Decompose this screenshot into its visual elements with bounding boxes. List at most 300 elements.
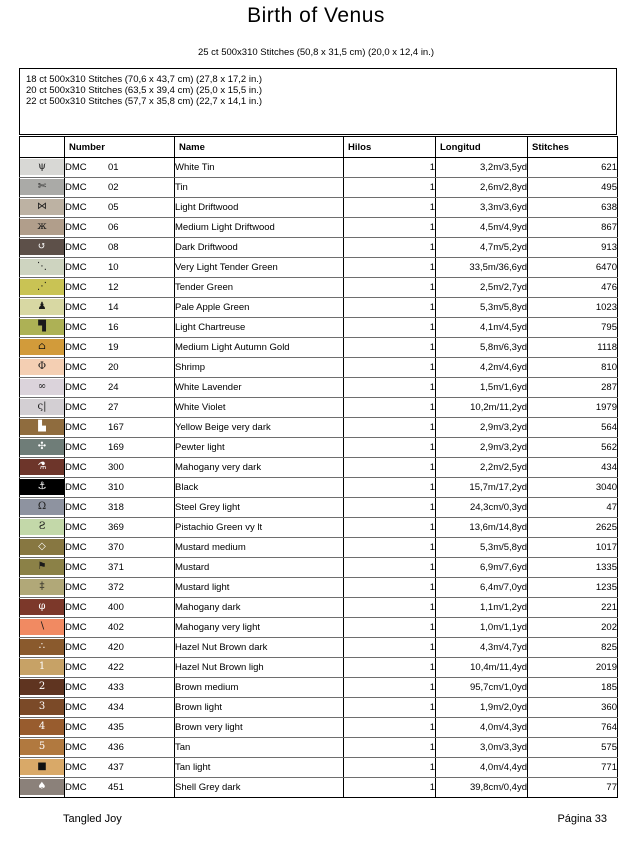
floss-number: 436: [108, 742, 124, 753]
strands-value: 1: [344, 638, 436, 658]
stitch-count: 1335: [528, 558, 618, 578]
stitch-count: 810: [528, 358, 618, 378]
strands-value: 1: [344, 178, 436, 198]
color-swatch: [20, 319, 64, 335]
stitch-count: 1979: [528, 398, 618, 418]
color-swatch: [20, 219, 64, 235]
brand-code: DMC: [65, 442, 87, 453]
table-row: [20, 478, 618, 498]
strands-value: 1: [344, 618, 436, 638]
table-row: [20, 418, 618, 438]
color-name: Tan light: [175, 758, 344, 778]
length-value: 2,5m/2,7yd: [436, 278, 528, 298]
number-cell: [65, 178, 175, 198]
color-name: Mahogany very light: [175, 618, 344, 638]
color-name: Shell Grey dark: [175, 778, 344, 798]
stitch-count: 771: [528, 758, 618, 778]
number-cell: [65, 658, 175, 678]
length-value: 39,8cm/0,4yd: [436, 778, 528, 798]
stitch-symbol-icon: ♠: [37, 781, 47, 792]
length-value: 5,3m/5,8yd: [436, 298, 528, 318]
symbol-cell: [20, 318, 65, 338]
color-swatch: [20, 519, 64, 535]
brand-code: DMC: [65, 362, 87, 373]
stitch-symbol-icon: ∴: [38, 641, 46, 652]
stitch-symbol-icon: ✄: [37, 181, 47, 192]
color-name: Steel Grey light: [175, 498, 344, 518]
stitch-count: 2625: [528, 518, 618, 538]
table-row: [20, 598, 618, 618]
strands-value: 1: [344, 458, 436, 478]
strands-value: 1: [344, 438, 436, 458]
brand-code: DMC: [65, 482, 87, 493]
color-name: Pistachio Green vy lt: [175, 518, 344, 538]
stitch-count: 1017: [528, 538, 618, 558]
stitch-count: 825: [528, 638, 618, 658]
color-swatch: [20, 479, 64, 495]
number-cell: [65, 378, 175, 398]
table-row: [20, 398, 618, 418]
length-value: 4,3m/4,7yd: [436, 638, 528, 658]
symbol-cell: [20, 338, 65, 358]
stitch-count: 621: [528, 158, 618, 178]
strands-value: 1: [344, 718, 436, 738]
number-cell: [65, 318, 175, 338]
number-cell: [65, 538, 175, 558]
stitch-count: 476: [528, 278, 618, 298]
stitch-count: 185: [528, 678, 618, 698]
stitch-symbol-icon: ▙: [38, 421, 46, 432]
stitch-count: 575: [528, 738, 618, 758]
symbol-cell: [20, 258, 65, 278]
size-options-box: [19, 68, 617, 135]
column-header-name: Name: [175, 137, 344, 158]
table-row: [20, 218, 618, 238]
length-value: 5,8m/6,3yd: [436, 338, 528, 358]
floss-number: 167: [108, 422, 124, 433]
strands-value: 1: [344, 338, 436, 358]
length-value: 15,7m/17,2yd: [436, 478, 528, 498]
floss-number: 16: [108, 322, 119, 333]
color-swatch: [20, 779, 64, 795]
table-row: [20, 658, 618, 678]
stitch-symbol-icon: ‡: [39, 581, 45, 592]
color-name: Mahogany dark: [175, 598, 344, 618]
fabric-size-subtitle: 25 ct 500x310 Stitches (50,8 x 31,5 cm) (20,0 x 12,4 in.): [197, 47, 435, 58]
number-cell: [65, 358, 175, 378]
length-value: 6,4m/7,0yd: [436, 578, 528, 598]
table-row: [20, 758, 618, 778]
stitch-symbol-icon: 1: [38, 661, 46, 672]
length-value: 4,7m/5,2yd: [436, 238, 528, 258]
color-swatch: [20, 359, 64, 375]
color-swatch: [20, 699, 64, 715]
floss-number: 20: [108, 362, 119, 373]
color-swatch: [20, 279, 64, 295]
brand-code: DMC: [65, 522, 87, 533]
symbol-cell: [20, 518, 65, 538]
length-value: 4,2m/4,6yd: [436, 358, 528, 378]
color-swatch: [20, 579, 64, 595]
stitch-symbol-icon: ◇: [38, 541, 46, 552]
number-cell: [65, 618, 175, 638]
table-row: [20, 238, 618, 258]
color-swatch: [20, 379, 64, 395]
strands-value: 1: [344, 158, 436, 178]
stitch-symbol-icon: 4: [38, 721, 46, 732]
stitch-symbol-icon: 3: [38, 701, 46, 712]
stitch-count: 764: [528, 718, 618, 738]
floss-number: 370: [108, 542, 124, 553]
strands-value: 1: [344, 538, 436, 558]
symbol-cell: [20, 698, 65, 718]
length-value: 1,9m/2,0yd: [436, 698, 528, 718]
floss-number: 433: [108, 682, 124, 693]
brand-code: DMC: [65, 322, 87, 333]
length-value: 95,7cm/1,0yd: [436, 678, 528, 698]
symbol-cell: [20, 458, 65, 478]
column-header-number: Number: [65, 137, 175, 158]
floss-number: 12: [108, 282, 119, 293]
color-name: Tan: [175, 738, 344, 758]
color-name: Black: [175, 478, 344, 498]
brand-code: DMC: [65, 342, 87, 353]
number-cell: [65, 758, 175, 778]
brand-code: DMC: [65, 722, 87, 733]
color-swatch: [20, 659, 64, 675]
strands-value: 1: [344, 598, 436, 618]
color-swatch: [20, 599, 64, 615]
brand-code: DMC: [65, 242, 87, 253]
brand-code: DMC: [65, 642, 87, 653]
color-name: Light Chartreuse: [175, 318, 344, 338]
number-cell: [65, 458, 175, 478]
length-value: 24,3cm/0,3yd: [436, 498, 528, 518]
symbol-cell: [20, 398, 65, 418]
length-value: 4,0m/4,4yd: [436, 758, 528, 778]
stitch-count: 867: [528, 218, 618, 238]
number-cell: [65, 718, 175, 738]
stitch-symbol-icon: ⋱: [37, 261, 47, 272]
page-number: Página 33: [557, 813, 607, 825]
column-header-stitches: Stitches: [528, 137, 618, 158]
color-swatch: [20, 639, 64, 655]
table-row: [20, 538, 618, 558]
stitch-count: 1118: [528, 338, 618, 358]
size-note: 22 ct 500x310 Stitches (57,7 x 35,8 cm) (22,7 x 14,1 in.): [26, 96, 263, 107]
stitch-symbol-icon: 5: [38, 741, 46, 752]
length-value: 1,5m/1,6yd: [436, 378, 528, 398]
color-swatch: [20, 159, 64, 175]
brand-code: DMC: [65, 502, 87, 513]
strands-value: 1: [344, 738, 436, 758]
stitch-symbol-icon: Φ: [37, 361, 47, 372]
symbol-cell: [20, 358, 65, 378]
strands-value: 1: [344, 398, 436, 418]
brand-code: DMC: [65, 782, 87, 793]
number-cell: [65, 438, 175, 458]
brand-code: DMC: [65, 602, 87, 613]
strands-value: 1: [344, 558, 436, 578]
color-name: Tender Green: [175, 278, 344, 298]
symbol-cell: [20, 378, 65, 398]
stitch-symbol-icon: ς|: [37, 401, 47, 412]
color-swatch: [20, 299, 64, 315]
number-cell: [65, 478, 175, 498]
floss-number: 300: [108, 462, 124, 473]
stitch-count: 360: [528, 698, 618, 718]
length-value: 2,9m/3,2yd: [436, 418, 528, 438]
stitch-count: 562: [528, 438, 618, 458]
color-name: Medium Light Driftwood: [175, 218, 344, 238]
stitch-count: 202: [528, 618, 618, 638]
number-cell: [65, 518, 175, 538]
strands-value: 1: [344, 578, 436, 598]
floss-number: 435: [108, 722, 124, 733]
stitch-symbol-icon: Ƨ: [38, 521, 46, 532]
floss-number: 310: [108, 482, 124, 493]
table-row: [20, 638, 618, 658]
brand-code: DMC: [65, 302, 87, 313]
stitch-symbol-icon: ⋰: [37, 281, 47, 292]
color-name: Light Driftwood: [175, 198, 344, 218]
strands-value: 1: [344, 198, 436, 218]
stitch-count: 1235: [528, 578, 618, 598]
stitch-count: 2019: [528, 658, 618, 678]
color-name: White Tin: [175, 158, 344, 178]
symbol-cell: [20, 678, 65, 698]
floss-number: 402: [108, 622, 124, 633]
strands-value: 1: [344, 378, 436, 398]
brand-code: DMC: [65, 702, 87, 713]
length-value: 4,0m/4,3yd: [436, 718, 528, 738]
floss-legend-table: [19, 136, 618, 798]
color-name: Yellow Beige very dark: [175, 418, 344, 438]
color-name: Dark Driftwood: [175, 238, 344, 258]
stitch-count: 287: [528, 378, 618, 398]
strands-value: 1: [344, 298, 436, 318]
length-value: 10,2m/11,2yd: [436, 398, 528, 418]
stitch-count: 1023: [528, 298, 618, 318]
strands-value: 1: [344, 758, 436, 778]
table-body: [20, 158, 618, 798]
stitch-symbol-icon: ♟: [37, 301, 47, 312]
color-name: White Violet: [175, 398, 344, 418]
color-swatch: [20, 459, 64, 475]
color-name: Mahogany very dark: [175, 458, 344, 478]
symbol-cell: [20, 278, 65, 298]
color-swatch: [20, 539, 64, 555]
color-name: Hazel Nut Brown ligh: [175, 658, 344, 678]
symbol-cell: [20, 598, 65, 618]
brand-code: DMC: [65, 582, 87, 593]
table-row: [20, 198, 618, 218]
stitch-count: 913: [528, 238, 618, 258]
symbol-cell: [20, 658, 65, 678]
table-row: [20, 778, 618, 798]
symbol-cell: [20, 238, 65, 258]
table-row: [20, 298, 618, 318]
strands-value: 1: [344, 358, 436, 378]
color-swatch: [20, 259, 64, 275]
table-row: [20, 498, 618, 518]
color-name: Brown very light: [175, 718, 344, 738]
strands-value: 1: [344, 218, 436, 238]
color-name: Brown light: [175, 698, 344, 718]
floss-number: 24: [108, 382, 119, 393]
page-title: Birth of Venus: [247, 4, 385, 27]
strands-value: 1: [344, 698, 436, 718]
length-value: 2,9m/3,2yd: [436, 438, 528, 458]
length-value: 5,3m/5,8yd: [436, 538, 528, 558]
strands-value: 1: [344, 478, 436, 498]
length-value: 3,3m/3,6yd: [436, 198, 528, 218]
brand-code: DMC: [65, 262, 87, 273]
color-name: Brown medium: [175, 678, 344, 698]
table-row: [20, 718, 618, 738]
color-swatch: [20, 339, 64, 355]
brand-code: DMC: [65, 622, 87, 633]
number-cell: [65, 598, 175, 618]
symbol-cell: [20, 418, 65, 438]
stitch-symbol-icon: ▜: [38, 321, 46, 332]
column-header-symbol: [20, 137, 65, 158]
table-row: [20, 618, 618, 638]
symbol-cell: [20, 218, 65, 238]
table-row: [20, 338, 618, 358]
strands-value: 1: [344, 238, 436, 258]
brand-code: DMC: [65, 562, 87, 573]
symbol-cell: [20, 638, 65, 658]
number-cell: [65, 158, 175, 178]
length-value: 3,2m/3,5yd: [436, 158, 528, 178]
color-name: White Lavender: [175, 378, 344, 398]
color-swatch: [20, 499, 64, 515]
color-name: Mustard medium: [175, 538, 344, 558]
size-note: 20 ct 500x310 Stitches (63,5 x 39,4 cm) (25,0 x 15,5 in.): [26, 85, 263, 96]
color-swatch: [20, 399, 64, 415]
floss-number: 01: [108, 162, 119, 173]
table-row: [20, 558, 618, 578]
length-value: 3,0m/3,3yd: [436, 738, 528, 758]
stitch-count: 434: [528, 458, 618, 478]
floss-number: 169: [108, 442, 124, 453]
table-row: [20, 158, 618, 178]
table-row: [20, 698, 618, 718]
number-cell: [65, 398, 175, 418]
table-row: [20, 318, 618, 338]
number-cell: [65, 638, 175, 658]
table-row: [20, 518, 618, 538]
column-header-hilos: Hilos: [344, 137, 436, 158]
symbol-cell: [20, 438, 65, 458]
symbol-cell: [20, 478, 65, 498]
brand-code: DMC: [65, 462, 87, 473]
table-row: [20, 738, 618, 758]
floss-number: 451: [108, 782, 124, 793]
color-name: Mustard: [175, 558, 344, 578]
number-cell: [65, 578, 175, 598]
symbol-cell: [20, 498, 65, 518]
length-value: 2,2m/2,5yd: [436, 458, 528, 478]
stitch-symbol-icon: ∞: [37, 381, 47, 392]
brand-code: DMC: [65, 382, 87, 393]
length-value: 6,9m/7,6yd: [436, 558, 528, 578]
stitch-symbol-icon: 2: [38, 681, 46, 692]
floss-number: 422: [108, 662, 124, 673]
number-cell: [65, 498, 175, 518]
brand-code: DMC: [65, 682, 87, 693]
floss-number: 371: [108, 562, 124, 573]
length-value: 2,6m/2,8yd: [436, 178, 528, 198]
symbol-cell: [20, 758, 65, 778]
symbol-cell: [20, 198, 65, 218]
stitch-symbol-icon: ∖: [38, 621, 46, 632]
stitch-symbol-icon: ⋈: [37, 201, 47, 212]
strands-value: 1: [344, 678, 436, 698]
stitch-count: 6470: [528, 258, 618, 278]
stitch-count: 795: [528, 318, 618, 338]
color-name: Very Light Tender Green: [175, 258, 344, 278]
length-value: 10,4m/11,4yd: [436, 658, 528, 678]
number-cell: [65, 738, 175, 758]
color-name: Mustard light: [175, 578, 344, 598]
strands-value: 1: [344, 518, 436, 538]
symbol-cell: [20, 578, 65, 598]
color-name: Shrimp: [175, 358, 344, 378]
stitch-count: 77: [528, 778, 618, 798]
stitch-count: 3040: [528, 478, 618, 498]
floss-number: 437: [108, 762, 124, 773]
symbol-cell: [20, 298, 65, 318]
brand-code: DMC: [65, 182, 87, 193]
floss-number: 06: [108, 222, 119, 233]
floss-number: 420: [108, 642, 124, 653]
symbol-cell: [20, 618, 65, 638]
color-swatch: [20, 679, 64, 695]
stitch-count: 638: [528, 198, 618, 218]
color-swatch: [20, 759, 64, 775]
length-value: 1,1m/1,2yd: [436, 598, 528, 618]
number-cell: [65, 258, 175, 278]
symbol-cell: [20, 738, 65, 758]
floss-number: 369: [108, 522, 124, 533]
color-swatch: [20, 739, 64, 755]
length-value: 13,6m/14,8yd: [436, 518, 528, 538]
length-value: 4,5m/4,9yd: [436, 218, 528, 238]
floss-number: 05: [108, 202, 119, 213]
number-cell: [65, 238, 175, 258]
stitch-count: 47: [528, 498, 618, 518]
brand-code: DMC: [65, 662, 87, 673]
designer-name: Tangled Joy: [63, 813, 122, 825]
strands-value: 1: [344, 258, 436, 278]
table-row: [20, 578, 618, 598]
strands-value: 1: [344, 778, 436, 798]
strands-value: 1: [344, 498, 436, 518]
floss-number: 19: [108, 342, 119, 353]
table-row: [20, 278, 618, 298]
strands-value: 1: [344, 318, 436, 338]
floss-number: 27: [108, 402, 119, 413]
color-name: Medium Light Autumn Gold: [175, 338, 344, 358]
table-row: [20, 378, 618, 398]
floss-number: 318: [108, 502, 124, 513]
floss-number: 400: [108, 602, 124, 613]
brand-code: DMC: [65, 162, 87, 173]
number-cell: [65, 698, 175, 718]
table-row: [20, 678, 618, 698]
